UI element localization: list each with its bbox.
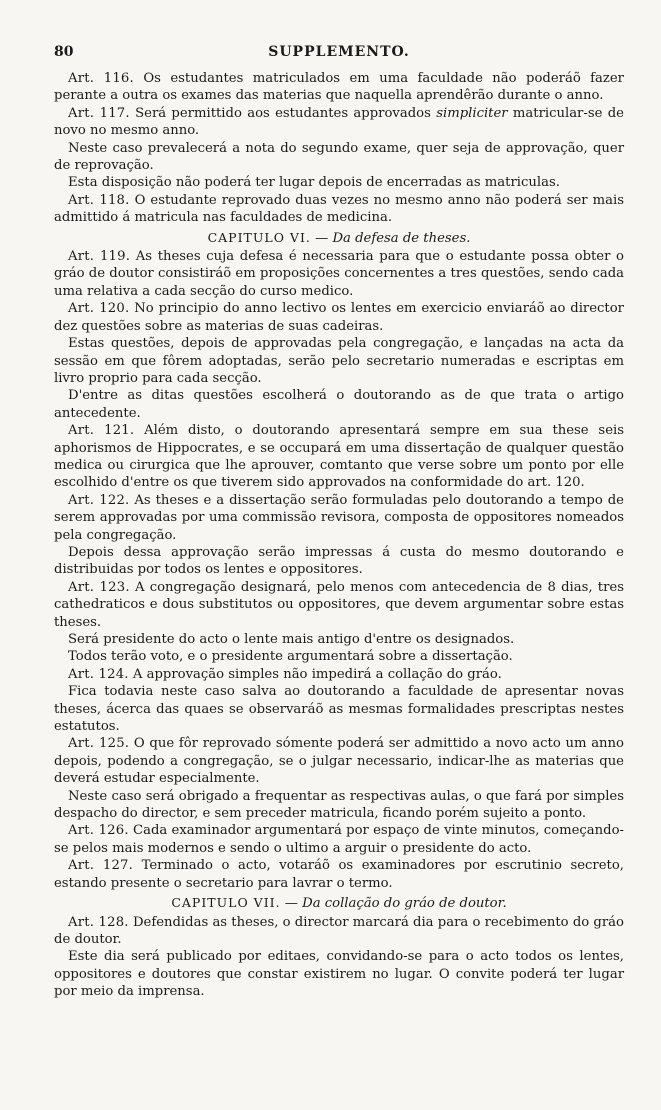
paragraph-text: Será presidente do acto o lente mais antigo d'entre os designados.	[68, 632, 515, 647]
article-paragraph	[54, 822, 624, 857]
paragraph-text-tail: matricular-se de novo no mesmo anno.	[54, 105, 624, 139]
article-label: Art. 118.	[68, 192, 130, 208]
article-paragraph	[54, 422, 624, 492]
paragraph-text: O que fôr reprovado sómente poderá ser admittido a novo acto um anno depois, podendo a congregação, se o julgar necessario, indicar-lhe as materias que deverá estudar especialmente.	[54, 736, 624, 787]
article-label: Art. 127.	[68, 858, 134, 874]
article-label: Art. 128.	[68, 914, 129, 930]
paragraph-text: Este dia será publicado por editaes, convidando-se para o acto todos os lentes, oppositores e doutores que constar existirem no lugar. O convite poderá ter lugar por meio da imprensa.	[54, 949, 624, 1000]
paragraph-text: Terminado o acto, votaráõ os examinadores por escrutinio secreto, estando presente o secretario para lavrar o termo.	[54, 858, 624, 891]
article-paragraph	[54, 70, 624, 105]
paragraph-text: Será permittido aos estudantes approvados	[135, 105, 431, 121]
italic-term: simpliciter	[436, 105, 508, 121]
document-page	[54, 44, 624, 1001]
article-label: Art. 125.	[68, 736, 130, 752]
paragraph-text: Todos terão voto, e o presidente argumentará sobre a dissertação.	[68, 649, 513, 665]
article-paragraph	[54, 300, 624, 335]
article-label: Art. 126.	[68, 823, 129, 839]
paragraph-text: Depois dessa approvação serão impressas á custa do mesmo doutorando e distribuidas por todos os lentes e oppositores.	[54, 544, 624, 578]
paragraph	[54, 648, 624, 665]
paragraph-text: Neste caso prevalecerá a nota do segundo exame, quer seja de approvação, quer de reprovação.	[54, 140, 624, 174]
paragraph	[54, 683, 624, 735]
chapter-number: CAPITULO VI.	[207, 229, 311, 245]
paragraph-text: A congregação designará, pelo menos com antecedencia de 8 dias, tres cathedraticos e dous substitutos ou oppositores, que devem argumentar sobre estas theses.	[54, 579, 624, 630]
document-body	[54, 70, 624, 1001]
paragraph	[54, 544, 624, 579]
article-paragraph	[54, 105, 624, 140]
paragraph-text: Além disto, o doutorando apresentará sempre em sua these seis aphorismos de Hippocrates, e se occupará em uma dissertação de qualquer questão medica ou cirurgica que lhe aprouver, comtanto que verse sobre um ponto por elle escolhido d'entre os que tiverem sido approvados na conformidade do art. 120.	[54, 423, 624, 491]
paragraph-text: O estudante reprovado duas vezes no mesmo anno não poderá ser mais admittido á matricula nas faculdades de medicina.	[54, 192, 624, 226]
article-label: Art. 120.	[68, 301, 130, 317]
paragraph	[54, 631, 624, 648]
paragraph-text: Cada examinador argumentará por espaço de vinte minutos, começando-se pelos mais modernos e sendo o ultimo a arguir o presidente do acto.	[54, 823, 624, 856]
page-number: 80	[54, 44, 74, 60]
paragraph-text: D'entre as ditas questões escolherá o doutorando as de que trata o artigo antecedente.	[54, 388, 624, 421]
chapter-title: Da defesa de theses.	[332, 230, 471, 246]
article-label: Art. 121.	[68, 423, 135, 439]
article-paragraph	[54, 914, 624, 949]
article-paragraph	[54, 248, 624, 300]
paragraph-text: Defendidas as theses, o director marcará dia para o recebimento do gráo de doutor.	[54, 914, 624, 947]
article-label: Art. 117.	[68, 105, 130, 121]
article-paragraph	[54, 492, 624, 544]
paragraph-text: Esta disposição não poderá ter lugar depois de encerradas as matriculas.	[68, 175, 560, 191]
paragraph	[54, 140, 624, 175]
running-head: SUPPLEMENTO.	[268, 44, 410, 60]
chapter-heading: CAPITULO VI. — Da defesa de theses.	[207, 229, 471, 246]
article-paragraph	[54, 192, 624, 227]
chapter-heading: CAPITULO VII. — Da collação do gráo de doutor.	[171, 895, 507, 912]
paragraph-text: As theses e a dissertação serão formuladas pelo doutorando a tempo de serem approvadas por uma commissão revisora, composta de oppositores nomeados pela congregação.	[54, 492, 624, 543]
article-paragraph	[54, 666, 624, 683]
paragraph-text: No principio do anno lectivo os lentes em exercicio enviaráõ ao director dez questões sobre as materias de suas cadeiras.	[54, 301, 624, 334]
paragraph-text: Neste caso será obrigado a frequentar as respectivas aulas, o que fará por simples despacho do director, e sem preceder matricula, ficando porém sujeito a ponto.	[54, 788, 624, 822]
page-header	[54, 44, 624, 66]
paragraph-text: Estas questões, depois de approvadas pela congregação, e lançadas na acta da sessão em que fôrem adoptadas, serão pelo secretario numeradas e escriptas em livro proprio para cada secção.	[54, 336, 624, 386]
chapter-title: Da collação do gráo de doutor.	[302, 896, 507, 912]
article-label: Art. 123.	[68, 579, 130, 595]
article-label: Art. 122.	[68, 492, 130, 508]
chapter-number: CAPITULO VII.	[171, 895, 281, 911]
article-label: Art. 119.	[68, 249, 131, 265]
paragraph-text: Fica todavia neste caso salva ao doutorando a faculdade de apresentar novas theses, ácerca das quaes se observaráõ as mesmas formalidades prescriptas nestes estatutos.	[54, 684, 624, 735]
paragraph	[54, 948, 624, 1000]
paragraph	[54, 788, 624, 823]
paragraph-text: Os estudantes matriculados em uma faculdade não poderáõ fazer perante a outra os exames das materias que naquella aprendêrão durante o anno.	[54, 71, 624, 104]
article-paragraph	[54, 857, 624, 892]
article-label: Art. 116.	[68, 71, 134, 86]
paragraph-text: A approvação simples não impedirá a collação do gráo.	[132, 666, 502, 682]
paragraph	[54, 335, 624, 387]
paragraph	[54, 387, 624, 422]
article-label: Art. 124.	[68, 666, 129, 682]
article-paragraph	[54, 579, 624, 631]
paragraph	[54, 174, 624, 191]
paragraph-text: As theses cuja defesa é necessaria para que o estudante possa obter o gráo de doutor consistiráõ em proposições concernentes a tres questões, sendo cada uma relativa a cada secção do curso medico.	[54, 249, 624, 299]
article-paragraph	[54, 735, 624, 787]
